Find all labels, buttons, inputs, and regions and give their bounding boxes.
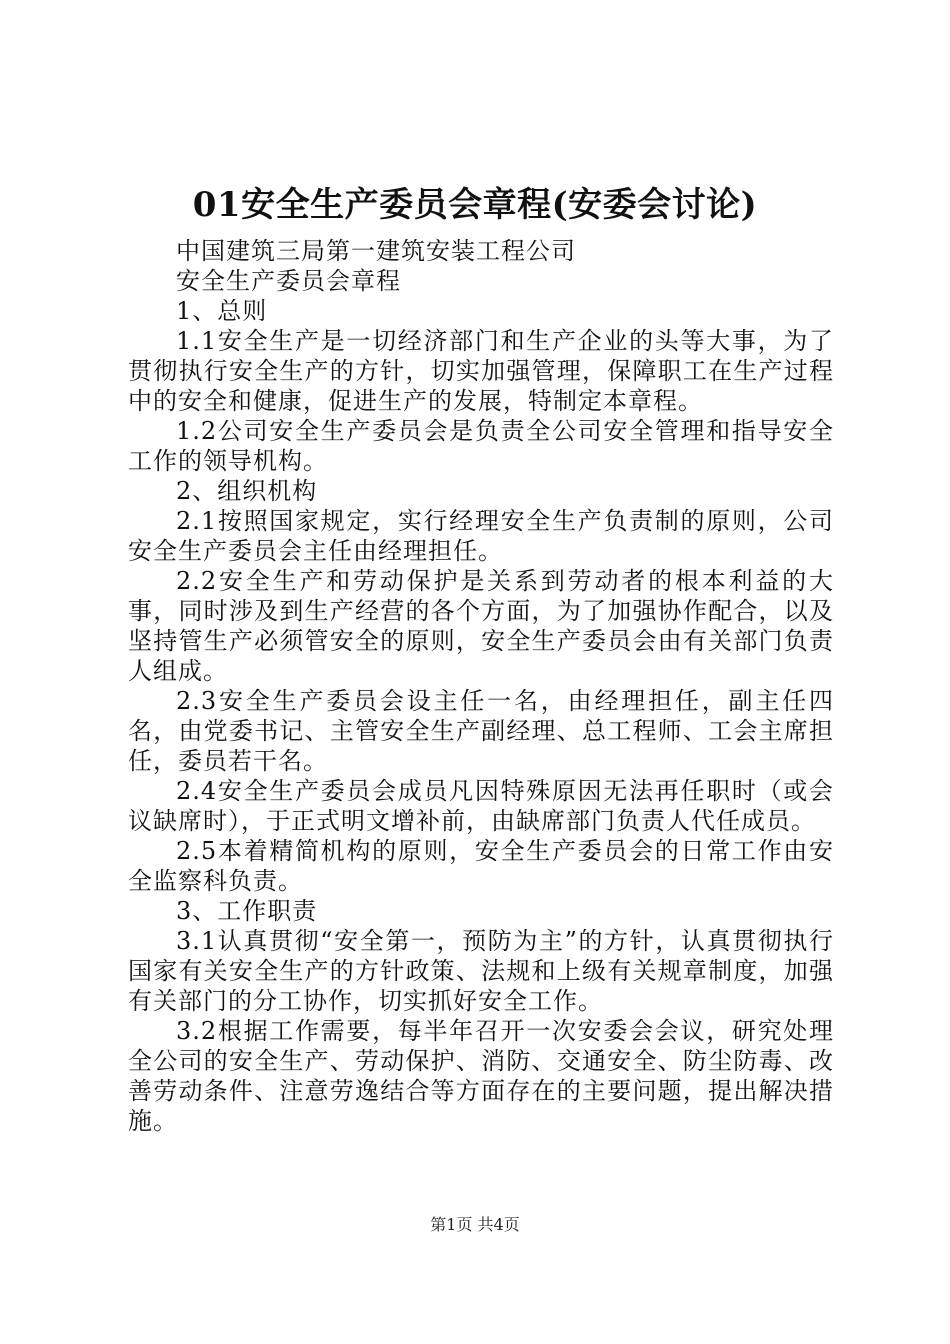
document-title: 01安全生产委员会章程(安委会讨论) xyxy=(192,185,758,225)
paragraph-2-4: 2.4安全生产委员会成员凡因特殊原因无法再任职时（或会议缺席时），于正式明文增补前，由缺席部门负责人代任成员。 xyxy=(128,777,834,835)
charter-name: 安全生产委员会章程 xyxy=(176,267,401,295)
paragraph-1-1: 1.1安全生产是一切经济部门和生产企业的头等大事，为了贯彻执行安全生产的方针，切实加强管理，保障职工在生产过程中的安全和健康，促进生产的发展，特制定本章程。 xyxy=(128,327,834,415)
paragraph-2-1: 2.1按照国家规定，实行经理安全生产负责制的原则，公司安全生产委员会主任由经理担任。 xyxy=(128,507,834,565)
paragraph-2-3: 2.3安全生产委员会设主任一名，由经理担任，副主任四名，由党委书记、主管安全生产副经理、总工程师、工会主席担任，委员若干名。 xyxy=(128,687,834,775)
section-heading-general: 1、总则 xyxy=(176,297,268,325)
paragraph-3-2: 3.2根据工作需要，每半年召开一次安委会会议，研究处理全公司的安全生产、劳动保护、消防、交通安全、防尘防毒、改善劳动条件、注意劳逸结合等方面存在的主要问题，提出解决措施。 xyxy=(128,1017,834,1135)
paragraph-2-5: 2.5本着精简机构的原则，安全生产委员会的日常工作由安全监察科负责。 xyxy=(128,837,834,895)
page-number-footer: 第1页 共4页 xyxy=(430,1215,520,1234)
paragraph-2-2: 2.2安全生产和劳动保护是关系到劳动者的根本利益的大事，同时涉及到生产经营的各个方面，为了加强协作配合，以及坚持管生产必须管安全的原则，安全生产委员会由有关部门负责人组成。 xyxy=(128,567,834,685)
section-heading-organization: 2、组织机构 xyxy=(176,477,318,505)
paragraph-3-1: 3.1认真贯彻“安全第一，预防为主”的方针，认真贯彻执行国家有关安全生产的方针政策、法规和上级有关规章制度，加强有关部门的分工协作，切实抓好安全工作。 xyxy=(128,927,834,1015)
paragraph-1-2: 1.2公司安全生产委员会是负责全公司安全管理和指导安全工作的领导机构。 xyxy=(128,417,834,475)
company-name: 中国建筑三局第一建筑安装工程公司 xyxy=(176,237,576,265)
section-heading-duties: 3、工作职责 xyxy=(176,897,318,925)
document-body xyxy=(128,236,834,1136)
